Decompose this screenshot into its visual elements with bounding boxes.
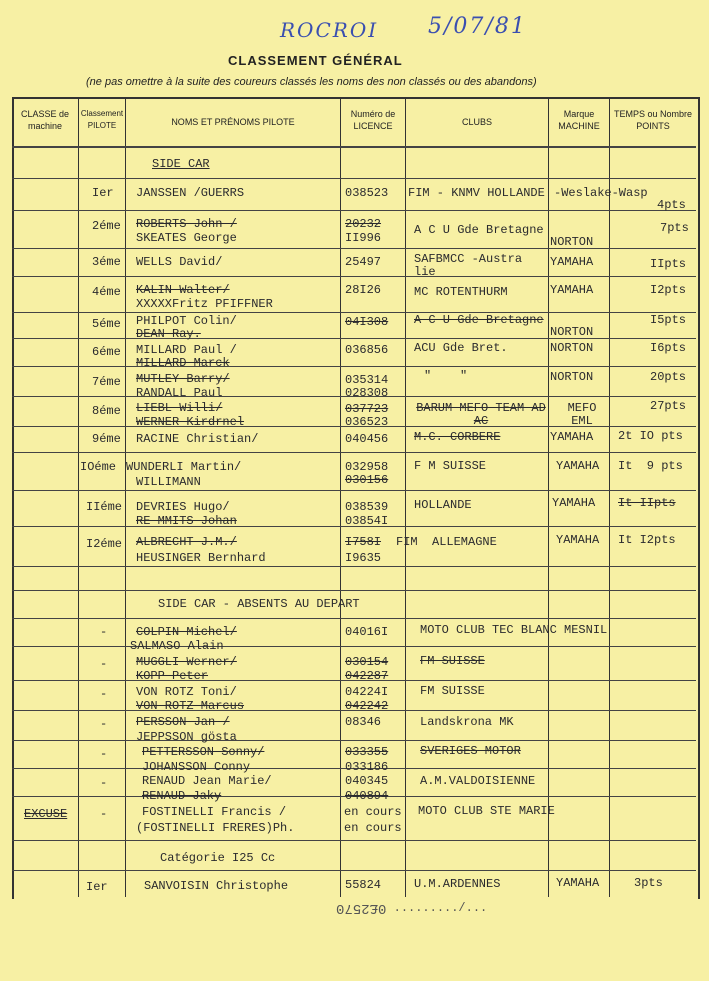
row-name-2: DEAN Ray. bbox=[136, 327, 201, 341]
row-licence-2: 042242 bbox=[345, 699, 389, 713]
row-marque: YAMAHA bbox=[550, 255, 594, 269]
row-licence-1: 038523 bbox=[345, 186, 389, 200]
row-name-2: XXXXXFritz PFIFFNER bbox=[136, 297, 273, 311]
row-name-1: WUNDERLI Martin/ bbox=[126, 460, 242, 474]
row-licence-1: 040456 bbox=[345, 432, 389, 446]
row-licence-1: 033355 bbox=[345, 745, 389, 759]
row-licence-1: 032958 bbox=[345, 460, 389, 474]
row-rank: I2éme bbox=[86, 537, 123, 551]
row-rank: 8éme bbox=[92, 404, 121, 418]
row-licence-1: 04224I bbox=[345, 685, 389, 699]
row-licence-1: en cours bbox=[344, 805, 402, 819]
row-rank: IIéme bbox=[86, 500, 123, 514]
row-name-1: DEVRIES Hugo/ bbox=[136, 500, 230, 514]
row-line bbox=[12, 740, 696, 741]
row-marque: YAMAHA bbox=[552, 496, 596, 510]
row-name-1: LIEBL Willi/ bbox=[136, 401, 223, 415]
row-rank: 4éme bbox=[92, 285, 121, 299]
row-marque: YAMAHA bbox=[556, 533, 600, 547]
row-name-2: HEUSINGER Bernhard bbox=[136, 551, 266, 565]
row-name-2: RE MMITS Johan bbox=[136, 514, 237, 528]
header-noms: NOMS ET PRÉNOMS PILOTE bbox=[171, 117, 295, 127]
row-line bbox=[12, 870, 696, 871]
row-line bbox=[12, 590, 696, 591]
row-name-1: SANVOISIN Christophe bbox=[144, 879, 289, 893]
section-absents: SIDE CAR - ABSENTS AU DEPART bbox=[158, 597, 360, 611]
handwritten-date: 5/07/81 bbox=[428, 14, 527, 39]
row-name-1: PETTERSSON Sonny/ bbox=[142, 745, 265, 759]
row-rank: 6éme bbox=[92, 345, 121, 359]
row-rank: 3éme bbox=[92, 255, 121, 269]
row-name-2: WERNER Kirdrnel bbox=[136, 415, 245, 429]
row-name-2: JOHANSSON Conny bbox=[142, 760, 251, 774]
row-name-2: JEPPSSON gösta bbox=[136, 730, 237, 744]
row-line bbox=[12, 248, 696, 249]
row-line bbox=[12, 646, 696, 647]
row-points: 4pts bbox=[657, 198, 686, 212]
footer-dots: ........./... bbox=[386, 901, 488, 915]
row-line bbox=[12, 178, 696, 179]
row-club: Landskrona MK bbox=[420, 715, 514, 729]
footer-stamp-text: 0£2570 bbox=[336, 900, 387, 916]
row-licence-2: 042287 bbox=[345, 669, 389, 683]
col-divider-5 bbox=[548, 97, 549, 897]
header-classement: Classement PILOTE bbox=[80, 109, 124, 130]
row-points: It 9 pts bbox=[618, 459, 683, 473]
row-name-1: KALIN Walter/ bbox=[136, 283, 230, 297]
row-points: 7pts bbox=[660, 221, 689, 235]
row-club: " " bbox=[424, 369, 468, 383]
row-club: A C U Gde Bretagne bbox=[414, 223, 544, 237]
row-club: FIM - KNMV HOLLANDE bbox=[408, 186, 545, 200]
page-subtitle: (ne pas omettre à la suite des coureurs classés les noms des non classés ou des abandons) bbox=[86, 76, 537, 88]
col-divider-6 bbox=[609, 97, 610, 897]
row-points: I6pts bbox=[650, 341, 687, 355]
row-name-1: RENAUD Jean Marie/ bbox=[142, 774, 272, 788]
row-line bbox=[12, 490, 696, 491]
row-name-2: SKEATES George bbox=[136, 231, 237, 245]
row-licence-1: 030154 bbox=[345, 655, 389, 669]
row-licence-2: 03854I bbox=[345, 514, 389, 528]
row-licence-2: 040894 bbox=[345, 789, 389, 803]
row-licence-1: 038539 bbox=[345, 500, 389, 514]
row-marque: YAMAHA bbox=[556, 876, 600, 890]
row-name-2: RANDALL Paul bbox=[136, 386, 223, 400]
row-licence-1: 035314 bbox=[345, 373, 389, 387]
row-line bbox=[12, 618, 696, 619]
row-line bbox=[12, 210, 696, 211]
row-rank: - bbox=[100, 687, 108, 701]
row-licence-1: 04I308 bbox=[345, 315, 389, 329]
row-licence-2: 030156 bbox=[345, 473, 389, 487]
row-marque: NORTON bbox=[550, 341, 594, 355]
row-name-1: JANSSEN /GUERRS bbox=[136, 186, 245, 200]
row-club: F M SUISSE bbox=[414, 459, 487, 473]
row-name-2: RENAUD Jaky bbox=[142, 789, 222, 803]
row-club: SAFBMCC -Austra lie bbox=[414, 252, 523, 279]
row-licence-1: 08346 bbox=[345, 715, 382, 729]
section-cat125: Catégorie I25 Cc bbox=[160, 851, 276, 865]
header-clubs: CLUBS bbox=[461, 117, 492, 127]
row-marque: NORTON bbox=[550, 235, 594, 249]
row-club: HOLLANDE bbox=[414, 498, 472, 512]
row-name-1: WELLS David/ bbox=[136, 255, 223, 269]
row-club: A C U Gde Bretagne bbox=[414, 313, 544, 327]
row-rank: 5éme bbox=[92, 317, 121, 331]
section-side-car: SIDE CAR bbox=[152, 157, 210, 171]
row-club: U.M.ARDENNES bbox=[414, 877, 501, 891]
row-points: IIpts bbox=[650, 257, 687, 271]
row-name-1: MILLARD Paul / bbox=[136, 343, 237, 357]
row-licence-2: I9635 bbox=[345, 551, 382, 565]
row-name-1: MUGGLI Werner/ bbox=[136, 655, 237, 669]
row-marque: NORTON bbox=[550, 370, 594, 384]
row-licence-1: 55824 bbox=[345, 878, 382, 892]
row-name-1: PHILPOT Colin/ bbox=[136, 314, 237, 328]
row-points: 20pts bbox=[650, 370, 687, 384]
row-line bbox=[12, 338, 696, 339]
row-licence-1: 28I26 bbox=[345, 283, 382, 297]
row-name-2: (FOSTINELLI FRERES)Ph. bbox=[136, 821, 295, 835]
row-rank: - bbox=[100, 625, 108, 639]
row-name-1: RACINE Christian/ bbox=[136, 432, 259, 446]
row-rank: - bbox=[100, 717, 108, 731]
handwritten-place: ROCROI bbox=[280, 18, 379, 42]
row-name-2: VON ROTZ Marcus bbox=[136, 699, 245, 713]
row-points: It I2pts bbox=[618, 533, 676, 547]
row-rank: 2éme bbox=[92, 219, 121, 233]
row-marque: YAMAHA bbox=[556, 459, 600, 473]
row-licence-2: 033186 bbox=[345, 760, 389, 774]
row-points: It IIpts bbox=[618, 496, 676, 510]
row-name-1: ALBRECHT J.M./ bbox=[136, 535, 237, 549]
col-divider-4 bbox=[405, 97, 406, 897]
row-licence-1: I758I bbox=[345, 535, 382, 549]
row-line bbox=[12, 312, 696, 313]
row-rank: IOéme bbox=[80, 460, 117, 474]
row-name-1: PERSSON Jan / bbox=[136, 715, 230, 729]
row-rank: 9éme bbox=[92, 432, 121, 446]
row-line bbox=[12, 566, 696, 567]
row-marque: -Weslake-Wasp bbox=[554, 186, 648, 200]
row-club: BARUM MEFO TEAM AD AC bbox=[416, 401, 546, 428]
row-club: MC ROTENTHURM bbox=[414, 285, 508, 299]
row-club: MOTO CLUB STE MARIE bbox=[418, 804, 555, 818]
page-title: CLASSEMENT GÉNÉRAL bbox=[228, 53, 403, 68]
row-marque: NORTON bbox=[550, 325, 594, 339]
row-name-1: FOSTINELLI Francis / bbox=[142, 805, 287, 819]
row-licence-1: 040345 bbox=[345, 774, 389, 788]
col-divider-2 bbox=[125, 97, 126, 897]
row-marque: YAMAHA bbox=[550, 283, 594, 297]
row-line bbox=[12, 366, 696, 367]
row-marque: MEFO EML bbox=[567, 401, 597, 428]
row-licence-1: 036856 bbox=[345, 343, 389, 357]
row-club: FM SUISSE bbox=[420, 654, 485, 668]
row-name-1: MUTLEY Barry/ bbox=[136, 372, 230, 386]
row-rank: 7éme bbox=[92, 375, 121, 389]
col-divider-1 bbox=[78, 97, 79, 897]
header-licence: Numéro de LICENCE bbox=[350, 109, 396, 131]
row-name-2: WILLIMANN bbox=[136, 475, 201, 489]
header-temps: TEMPS ou Nombre POINTS bbox=[613, 109, 693, 131]
row-points: I5pts bbox=[650, 313, 687, 327]
row-name-2: KOPP Peter bbox=[136, 669, 209, 683]
row-rank: - bbox=[100, 657, 108, 671]
row-licence-2: en cours bbox=[344, 821, 402, 835]
row-points: 3pts bbox=[634, 876, 663, 890]
header-classe: CLASSE de machine bbox=[20, 109, 70, 131]
row-points: 2t IO pts bbox=[618, 429, 683, 443]
row-line bbox=[12, 276, 696, 277]
row-name-1: ROBERTS John / bbox=[136, 217, 237, 231]
row-name-1: COLPIN Michel/ bbox=[136, 625, 237, 639]
row-name-2: MILLARD Marck bbox=[136, 356, 230, 370]
row-licence-2: 036523 bbox=[345, 415, 389, 429]
row-club: ACU Gde Bret. bbox=[414, 341, 508, 355]
row-rank: - bbox=[100, 747, 108, 761]
row-name-1: VON ROTZ Toni/ bbox=[136, 685, 237, 699]
row-licence-1: 25497 bbox=[345, 255, 382, 269]
row-club: SVERIGES MOTOR bbox=[420, 744, 521, 758]
row-licence-1: 04016I bbox=[345, 625, 389, 639]
row-points: I2pts bbox=[650, 283, 687, 297]
header-bottom-line bbox=[12, 146, 696, 148]
row-club: M.C. CORBERE bbox=[414, 430, 501, 444]
footer-stamp bbox=[336, 900, 487, 916]
row-rank: Ier bbox=[92, 186, 114, 200]
row-marque: YAMAHA bbox=[550, 430, 594, 444]
header-marque: Marque MACHINE bbox=[558, 109, 600, 131]
row-rank: Ier bbox=[86, 880, 108, 894]
row-points: 27pts bbox=[650, 399, 687, 413]
row-line bbox=[12, 840, 696, 841]
row-name-2: SALMASO Alain bbox=[130, 639, 224, 653]
row-licence-1: 037723 bbox=[345, 402, 389, 416]
row-club: FM SUISSE bbox=[420, 684, 485, 698]
row-line bbox=[12, 452, 696, 453]
col-divider-3 bbox=[340, 97, 341, 897]
row-club: FIM ALLEMAGNE bbox=[396, 535, 497, 549]
row-club: MOTO CLUB TEC BLANC MESNIL bbox=[420, 623, 608, 637]
row-licence-1: 20232 bbox=[345, 217, 382, 231]
row-licence-2: 028308 bbox=[345, 386, 389, 400]
row-classe: EXCUSE bbox=[24, 807, 68, 821]
row-licence-2: II996 bbox=[345, 231, 382, 245]
row-rank: - bbox=[100, 807, 108, 821]
row-club: A.M.VALDOISIENNE bbox=[420, 774, 536, 788]
row-rank: - bbox=[100, 776, 108, 790]
